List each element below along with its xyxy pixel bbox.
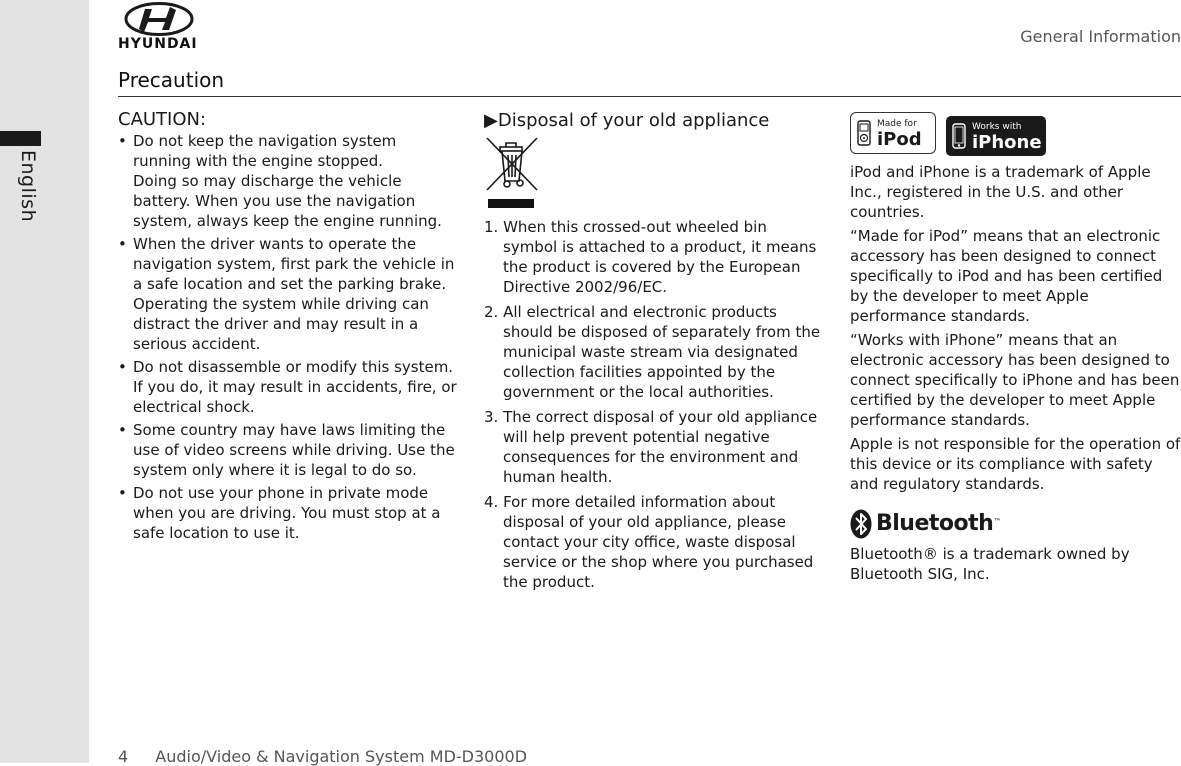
- sidebar: [0, 0, 89, 763]
- list-item-text: • Do not keep the navigation system running with the engine stopped.: [133, 132, 397, 170]
- brand-wordmark: HYUNDAI: [118, 36, 198, 52]
- list-item-text: • Some country may have laws limiting the use of video screens while driving. Use the system only where it is legal to do so.: [133, 421, 455, 479]
- apple-trademark-text: iPod and iPhone is a trademark of Apple Inc., registered in the U.S. and other countries.: [850, 163, 1151, 221]
- bluetooth-tm: ™: [993, 517, 1002, 526]
- disposal-list: [484, 217, 824, 592]
- section-label: General Information: [1020, 27, 1181, 46]
- list-item-text: • Do not disassemble or modify this system. If you do, it may result in accidents, fire, or electrical shock.: [133, 358, 457, 416]
- iphone-icon: [952, 123, 966, 149]
- ipod-icon: [857, 120, 871, 146]
- bluetooth-wordmark: Bluetooth: [876, 511, 994, 536]
- list-item: 1. When this crossed-out wheeled bin symbol is attached to a product, it means the product is covered by the European Directive 2002/96/EC.: [484, 218, 817, 296]
- caution-list: [118, 131, 458, 543]
- works-with-iphone-text: “Works with iPhone” means that an electronic accessory has been designed to connect specifically to iPhone and has been certified by the developer to meet Apple performance standards.: [850, 331, 1180, 429]
- badge-small-text: Works with: [972, 121, 1022, 132]
- bluetooth-trademark-text: Bluetooth® is a trademark owned by Bluetooth SIG, Inc.: [850, 545, 1130, 583]
- list-item: 4. For more detailed information about disposal of your old appliance, please contact your city office, waste disposal service or the shop where you purchased the product.: [484, 493, 814, 591]
- language-tab-label: English: [17, 150, 39, 223]
- apple-disclaimer-text: Apple is not responsible for the operation of this device or its compliance with safety and regulatory standards.: [850, 435, 1181, 493]
- made-for-ipod-text: “Made for iPod” means that an electronic accessory has been designed to connect specifically to iPod and has been certified by the developer to meet Apple performance standards.: [850, 227, 1163, 325]
- list-item-text: • When the driver wants to operate the navigation system, first park the vehicle in a safe location and set the parking brake. Operating the system while driving can distract the driver and may result in a serious accident.: [133, 235, 455, 353]
- disposal-heading: ▶Disposal of your old appliance: [484, 110, 770, 131]
- works-with-iphone-badge: [946, 116, 1046, 156]
- caution-heading: CAUTION:: [118, 109, 207, 130]
- page-title: Precaution: [118, 68, 225, 92]
- bin-underline-bar: [488, 199, 534, 208]
- list-item: [118, 131, 458, 231]
- list-item: 3. The correct disposal of your old appliance will help prevent potential negative consequences for the environment and human health.: [484, 408, 818, 486]
- badge-big-text: iPhone: [972, 131, 1042, 153]
- list-item-text: Doing so may discharge the vehicle battery. When you use the navigation system, always keep the engine running.: [133, 172, 442, 230]
- list-item: [118, 357, 458, 417]
- list-item: [118, 234, 458, 354]
- list-item: [118, 420, 458, 480]
- page-footer: [118, 747, 527, 766]
- disposal-column: [484, 110, 824, 597]
- trademark-column: [850, 112, 1181, 588]
- made-for-ipod-badge: [850, 112, 936, 154]
- bluetooth-logo: [850, 508, 1181, 540]
- manual-title: Audio/Video & Navigation System MD-D3000D: [155, 747, 528, 766]
- list-item-text: • Do not use your phone in private mode when you are driving. You must stop at a safe location to use it.: [133, 484, 441, 542]
- caution-column: [118, 110, 458, 546]
- hyundai-logo-icon: [118, 2, 200, 38]
- list-item: 2. All electrical and electronic products should be disposed of separately from the municipal waste stream via designated collection facilities appointed by the government or the local authorities.: [484, 303, 821, 401]
- bluetooth-icon: [850, 509, 872, 539]
- list-item: [118, 483, 458, 543]
- apple-badges: [850, 112, 1181, 158]
- language-tab-marker: [0, 131, 41, 146]
- badge-big-text: iPod: [877, 128, 922, 150]
- crossed-out-wheeled-bin-icon: [484, 135, 540, 193]
- page-number: 4: [118, 747, 129, 766]
- title-divider: [118, 96, 1181, 97]
- badge-small-text: Made for: [877, 118, 917, 129]
